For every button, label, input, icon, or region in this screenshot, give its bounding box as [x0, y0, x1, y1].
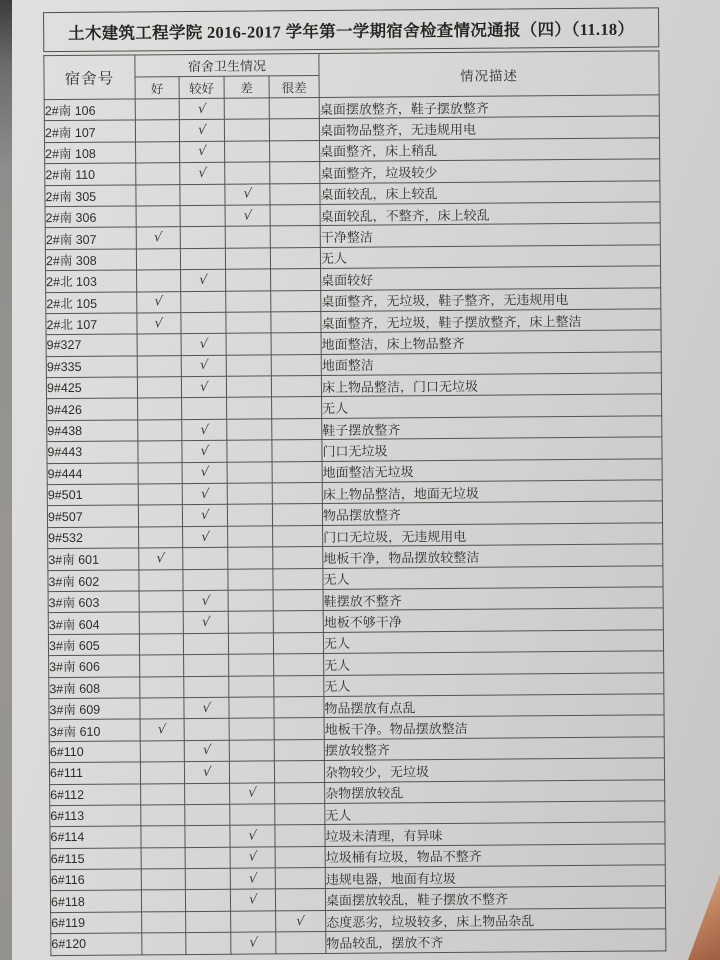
description-cell: 摆放较整齐	[324, 737, 664, 761]
dorm-number-cell: 9#425	[46, 377, 137, 399]
rating-check-cell	[183, 612, 228, 634]
checkmark-icon: √	[200, 529, 210, 545]
rating-empty-cell	[135, 120, 179, 142]
rating-empty-cell	[275, 889, 325, 911]
checkmark-icon: √	[199, 379, 209, 396]
dorm-number-cell: 2#南 108	[45, 142, 136, 164]
checkmark-icon: √	[154, 315, 164, 332]
checkmark-icon: √	[197, 144, 207, 160]
checkmark-icon: √	[200, 593, 211, 609]
rating-empty-cell	[273, 547, 323, 569]
checkmark-icon: √	[197, 165, 208, 182]
checkmark-icon: √	[153, 229, 164, 246]
header-level-poor: 差	[224, 76, 269, 98]
rating-empty-cell	[227, 462, 272, 484]
dorm-number-cell: 6#115	[50, 848, 141, 870]
rating-empty-cell	[180, 248, 225, 270]
dorm-number-cell: 2#北 105	[46, 291, 137, 313]
rating-empty-cell	[270, 162, 320, 184]
description-cell: 违规电器，地面有垃圾	[325, 865, 665, 889]
rating-check-cell	[179, 98, 224, 120]
checkmark-icon: √	[201, 742, 212, 759]
dorm-number-cell: 6#116	[50, 869, 141, 891]
description-cell: 床上物品整洁，门口无垃圾	[321, 373, 661, 397]
description-cell: 桌面摆放较乱，鞋子摆放不整齐	[325, 886, 665, 910]
rating-empty-cell	[135, 99, 179, 121]
rating-empty-cell	[231, 911, 276, 933]
rating-check-cell	[184, 740, 229, 762]
rating-empty-cell	[271, 269, 321, 291]
dorm-number-cell: 9#426	[47, 398, 138, 420]
checkmark-icon: √	[242, 186, 253, 203]
description-cell: 无人	[324, 651, 664, 675]
description-cell: 无人	[322, 394, 662, 418]
rating-empty-cell	[271, 290, 321, 312]
description-cell: 门口无垃圾	[322, 437, 662, 461]
dorm-number-cell: 3#南 604	[48, 612, 139, 634]
rating-empty-cell	[180, 205, 225, 227]
rating-empty-cell	[226, 312, 271, 334]
rating-empty-cell	[142, 911, 186, 933]
rating-empty-cell	[272, 418, 322, 440]
dorm-number-cell: 6#112	[50, 783, 141, 805]
checkmark-icon: √	[295, 913, 306, 930]
rating-check-cell	[276, 910, 326, 932]
rating-empty-cell	[224, 98, 269, 120]
rating-empty-cell	[138, 419, 182, 441]
rating-empty-cell	[272, 440, 322, 462]
rating-empty-cell	[141, 890, 185, 912]
rating-empty-cell	[225, 162, 270, 184]
rating-check-cell	[230, 889, 275, 911]
description-cell: 床上物品整洁，地面无垃圾	[322, 480, 662, 504]
description-cell: 干净整洁	[320, 223, 660, 247]
rating-empty-cell	[271, 376, 321, 398]
dorm-number-cell: 9#438	[47, 420, 138, 442]
description-cell: 无人	[324, 672, 664, 696]
rating-check-cell	[139, 548, 183, 570]
dorm-number-cell: 2#北 103	[46, 270, 137, 292]
rating-empty-cell	[269, 98, 319, 120]
rating-empty-cell	[138, 484, 182, 506]
rating-check-cell	[140, 719, 184, 741]
rating-check-cell	[182, 441, 227, 463]
dorm-number-cell: 9#501	[47, 484, 138, 506]
rating-empty-cell	[139, 569, 183, 591]
rating-empty-cell	[273, 589, 323, 611]
checkmark-icon: √	[247, 849, 258, 866]
checkmark-icon: √	[155, 550, 166, 567]
dorm-number-cell: 2#南 308	[45, 249, 136, 271]
rating-empty-cell	[224, 119, 269, 141]
rating-empty-cell	[136, 248, 180, 270]
checkmark-icon: √	[200, 614, 211, 631]
rating-check-cell	[182, 419, 227, 441]
checkmark-icon: √	[247, 870, 258, 887]
dorm-number-cell: 6#120	[51, 933, 142, 955]
rating-check-cell	[231, 932, 276, 954]
dorm-number-cell: 9#507	[47, 505, 138, 527]
rating-empty-cell	[137, 270, 181, 292]
dorm-number-cell: 3#南 603	[48, 591, 139, 613]
rating-empty-cell	[141, 847, 185, 869]
checkmark-icon: √	[242, 207, 253, 224]
rating-check-cell	[137, 313, 181, 335]
rating-empty-cell	[273, 568, 323, 590]
rating-empty-cell	[230, 804, 275, 826]
rating-empty-cell	[275, 825, 325, 847]
rating-empty-cell	[186, 932, 231, 954]
rating-empty-cell	[141, 804, 185, 826]
rating-empty-cell	[227, 440, 272, 462]
checkmark-icon: √	[199, 486, 210, 503]
checkmark-icon: √	[198, 357, 209, 374]
rating-check-cell	[184, 761, 229, 783]
checkmark-icon: √	[157, 721, 167, 738]
rating-empty-cell	[271, 354, 321, 376]
rating-empty-cell	[184, 654, 229, 676]
rating-empty-cell	[185, 804, 230, 826]
rating-check-cell	[181, 376, 226, 398]
rating-empty-cell	[185, 826, 230, 848]
description-cell: 无人	[320, 245, 660, 269]
checkmark-icon: √	[247, 828, 258, 844]
rating-empty-cell	[228, 590, 273, 612]
rating-empty-cell	[184, 676, 229, 698]
rating-empty-cell	[136, 184, 180, 206]
rating-empty-cell	[181, 291, 226, 313]
description-cell: 无人	[323, 565, 663, 589]
rating-empty-cell	[228, 526, 273, 548]
rating-check-cell	[182, 483, 227, 505]
rating-empty-cell	[228, 633, 273, 655]
rating-empty-cell	[138, 462, 182, 484]
description-cell: 无人	[325, 801, 665, 825]
dorm-number-cell: 9#335	[46, 356, 137, 378]
rating-empty-cell	[274, 739, 324, 761]
rating-empty-cell	[229, 718, 274, 740]
rating-empty-cell	[227, 504, 272, 526]
rating-empty-cell	[137, 355, 181, 377]
rating-empty-cell	[185, 890, 230, 912]
rating-empty-cell	[274, 718, 324, 740]
rating-empty-cell	[270, 204, 320, 226]
rating-empty-cell	[139, 633, 183, 655]
rating-empty-cell	[141, 826, 185, 848]
rating-empty-cell	[185, 847, 230, 869]
rating-empty-cell	[227, 483, 272, 505]
description-cell: 物品摆放整齐	[322, 501, 662, 525]
rating-empty-cell	[137, 334, 181, 356]
dorm-number-cell: 3#南 606	[49, 655, 140, 677]
rating-empty-cell	[226, 333, 271, 355]
checkmark-icon: √	[200, 507, 210, 524]
rating-check-cell	[230, 782, 275, 804]
rating-empty-cell	[226, 290, 271, 312]
dorm-number-cell: 3#南 609	[49, 698, 140, 720]
rating-empty-cell	[138, 398, 182, 420]
rating-empty-cell	[274, 761, 324, 783]
rating-check-cell	[181, 269, 226, 291]
checkmark-icon: √	[199, 422, 210, 438]
rating-empty-cell	[227, 419, 272, 441]
description-cell: 杂物摆放较乱	[325, 779, 665, 803]
rating-empty-cell	[275, 868, 325, 890]
rating-empty-cell	[227, 397, 272, 419]
header-dorm-number: 宿舍号	[44, 55, 135, 100]
checkmark-icon: √	[199, 443, 210, 460]
description-cell: 桌面较乱，不整齐，床上较乱	[320, 202, 660, 226]
rating-empty-cell	[271, 311, 321, 333]
rating-empty-cell	[140, 740, 184, 762]
rating-check-cell	[181, 355, 226, 377]
dorm-number-cell: 6#114	[50, 826, 141, 848]
rating-empty-cell	[273, 525, 323, 547]
dorm-number-cell: 6#113	[50, 805, 141, 827]
dorm-number-cell: 3#南 608	[49, 676, 140, 698]
rating-check-cell	[180, 162, 225, 184]
dorm-number-cell: 6#119	[51, 912, 142, 934]
description-cell: 地面整洁，床上物品整齐	[321, 330, 661, 354]
rating-check-cell	[180, 141, 225, 163]
rating-empty-cell	[136, 141, 180, 163]
dorm-number-cell: 6#118	[50, 890, 141, 912]
rating-empty-cell	[183, 547, 228, 569]
dorm-number-cell: 6#111	[49, 762, 140, 784]
description-cell: 桌面整齐，垃圾较少	[320, 159, 660, 183]
rating-check-cell	[182, 462, 227, 484]
rating-empty-cell	[140, 655, 184, 677]
checkmark-icon: √	[153, 294, 164, 310]
rating-empty-cell	[228, 611, 273, 633]
dorm-number-cell: 2#南 306	[45, 206, 136, 228]
header-hygiene-group: 宿舍卫生情况	[135, 54, 319, 77]
rating-empty-cell	[274, 675, 324, 697]
dorm-number-cell: 2#北 107	[46, 313, 137, 335]
rating-check-cell	[136, 227, 180, 249]
rating-empty-cell	[270, 140, 320, 162]
description-cell: 桌面较好	[321, 266, 661, 290]
inspection-table	[43, 50, 666, 955]
rating-empty-cell	[142, 933, 186, 955]
rating-empty-cell	[182, 398, 227, 420]
rating-empty-cell	[276, 932, 326, 954]
rating-empty-cell	[226, 355, 271, 377]
checkmark-icon: √	[248, 935, 259, 951]
rating-empty-cell	[229, 740, 274, 762]
description-cell: 地面整洁无垃圾	[322, 458, 662, 482]
description-cell: 门口无垃圾，无违规用电	[323, 523, 663, 547]
rating-empty-cell	[141, 783, 185, 805]
table-header	[44, 51, 659, 100]
rating-empty-cell	[228, 568, 273, 590]
description-cell: 桌面整齐，无垃圾，鞋子整齐，无违规用电	[321, 287, 661, 311]
rating-empty-cell	[275, 782, 325, 804]
rating-empty-cell	[186, 911, 231, 933]
dorm-number-cell: 2#南 110	[45, 163, 136, 185]
description-cell: 物品较乱，摆放不齐	[326, 929, 666, 953]
page-title: 土木建筑工程学院 2016-2017 学年第一学期宿舍检查情况通报（四）（11.18）	[43, 7, 659, 52]
rating-empty-cell	[141, 869, 185, 891]
rating-check-cell	[183, 526, 228, 548]
rating-empty-cell	[274, 654, 324, 676]
dorm-number-cell: 2#南 307	[45, 227, 136, 249]
rating-empty-cell	[229, 761, 274, 783]
rating-empty-cell	[228, 547, 273, 569]
rating-empty-cell	[270, 183, 320, 205]
rating-empty-cell	[136, 163, 180, 185]
dorm-number-cell: 9#444	[47, 463, 138, 485]
rating-check-cell	[230, 847, 275, 869]
description-cell: 态度恶劣，垃圾较多，床上物品杂乱	[326, 908, 666, 932]
dorm-number-cell: 3#南 601	[48, 548, 139, 570]
rating-empty-cell	[272, 504, 322, 526]
description-cell: 桌面较乱，床上较乱	[320, 180, 660, 204]
dorm-number-cell: 2#南 305	[45, 185, 136, 207]
rating-check-cell	[183, 590, 228, 612]
rating-check-cell	[230, 825, 275, 847]
dorm-number-cell: 3#南 602	[48, 570, 139, 592]
rating-empty-cell	[183, 569, 228, 591]
rating-check-cell	[225, 205, 270, 227]
checkmark-icon: √	[202, 764, 212, 781]
rating-check-cell	[137, 291, 181, 313]
dorm-number-cell: 9#443	[47, 441, 138, 463]
rating-check-cell	[181, 334, 226, 356]
checkmark-icon: √	[196, 101, 207, 117]
rating-empty-cell	[140, 676, 184, 698]
rating-empty-cell	[184, 719, 229, 741]
rating-empty-cell	[138, 505, 182, 527]
rating-check-cell	[184, 697, 229, 719]
rating-empty-cell	[183, 633, 228, 655]
rating-empty-cell	[140, 698, 184, 720]
rating-empty-cell	[225, 226, 270, 248]
checkmark-icon: √	[199, 464, 210, 481]
header-level-fair: 较好	[179, 76, 224, 98]
checkmark-icon: √	[197, 122, 207, 139]
rating-empty-cell	[274, 696, 324, 718]
rating-empty-cell	[272, 397, 322, 419]
description-cell: 鞋摆放不整齐	[323, 587, 663, 611]
dorm-table-body	[44, 95, 666, 955]
dorm-number-cell: 2#南 107	[44, 120, 135, 142]
rating-empty-cell	[180, 184, 225, 206]
rating-empty-cell	[270, 226, 320, 248]
dorm-number-cell: 6#110	[49, 741, 140, 763]
rating-empty-cell	[226, 269, 271, 291]
rating-empty-cell	[225, 248, 270, 270]
description-cell: 桌面整齐，无垃圾，鞋子摆放整齐，床上整洁	[321, 309, 661, 333]
description-cell: 桌面摆放整齐，鞋子摆放整齐	[319, 95, 659, 119]
rating-empty-cell	[270, 247, 320, 269]
rating-empty-cell	[137, 377, 181, 399]
rating-empty-cell	[269, 119, 319, 141]
rating-empty-cell	[181, 312, 226, 334]
rating-empty-cell	[226, 376, 271, 398]
description-cell: 物品摆放有点乱	[324, 694, 664, 718]
rating-empty-cell	[180, 227, 225, 249]
dorm-number-cell: 2#南 106	[44, 99, 135, 121]
rating-empty-cell	[273, 632, 323, 654]
description-cell: 地板干净，物品摆放较整洁	[323, 544, 663, 568]
rating-empty-cell	[185, 868, 230, 890]
description-cell: 桌面整齐，床上稍乱	[320, 138, 660, 162]
dorm-number-cell: 9#327	[46, 334, 137, 356]
rating-empty-cell	[185, 783, 230, 805]
description-cell: 杂物较少，无垃圾	[324, 758, 664, 782]
rating-empty-cell	[139, 591, 183, 613]
rating-empty-cell	[136, 206, 180, 228]
rating-empty-cell	[272, 461, 322, 483]
rating-empty-cell	[229, 697, 274, 719]
rating-check-cell	[230, 868, 275, 890]
description-cell: 无人	[323, 630, 663, 654]
rating-empty-cell	[138, 441, 182, 463]
header-level-good: 好	[135, 77, 179, 99]
dorm-number-cell: 3#南 605	[48, 634, 139, 656]
checkmark-icon: √	[198, 272, 208, 289]
dorm-number-cell: 9#532	[48, 527, 139, 549]
rating-check-cell	[225, 183, 270, 205]
checkmark-icon: √	[201, 700, 212, 716]
rating-empty-cell	[229, 675, 274, 697]
checkmark-icon: √	[198, 336, 209, 353]
header-level-very-poor: 很差	[269, 76, 319, 98]
checkmark-icon: √	[248, 892, 258, 909]
rating-empty-cell	[140, 762, 184, 784]
rating-empty-cell	[139, 526, 183, 548]
table-row	[51, 929, 666, 955]
rating-empty-cell	[273, 611, 323, 633]
rating-empty-cell	[229, 654, 274, 676]
description-cell: 地板干净。物品摆放整洁	[324, 715, 664, 739]
description-cell: 鞋子摆放整齐	[322, 416, 662, 440]
header-description: 情况描述	[319, 51, 659, 98]
rating-empty-cell	[275, 846, 325, 868]
rating-empty-cell	[275, 803, 325, 825]
description-cell: 地面整洁	[321, 352, 661, 376]
description-cell: 桌面物品整齐，无违规用电	[319, 116, 659, 140]
rating-empty-cell	[272, 483, 322, 505]
rating-empty-cell	[225, 141, 270, 163]
report-content	[43, 7, 666, 955]
description-cell: 地板不够干净	[323, 608, 663, 632]
rating-check-cell	[179, 120, 224, 142]
rating-empty-cell	[139, 612, 183, 634]
rating-check-cell	[182, 505, 227, 527]
checkmark-icon: √	[247, 785, 257, 802]
rating-empty-cell	[271, 333, 321, 355]
dorm-number-cell: 3#南 610	[49, 719, 140, 741]
description-cell: 垃圾桶有垃圾，物品不整齐	[325, 843, 665, 867]
description-cell: 垃圾未清理，有异味	[325, 822, 665, 846]
